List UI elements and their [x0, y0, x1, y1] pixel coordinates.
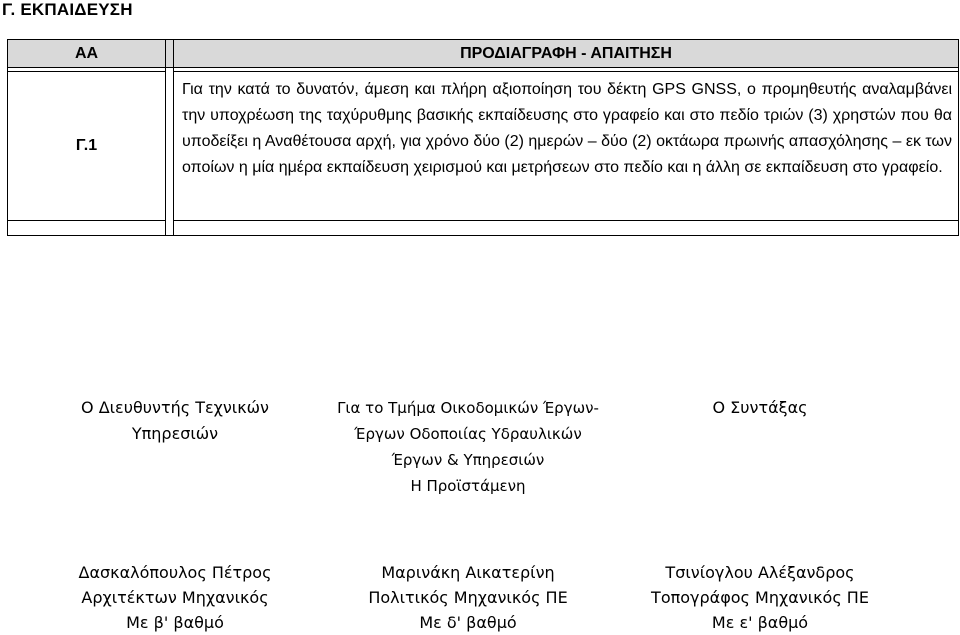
department-grade: Με δ' βαθμό	[419, 613, 517, 632]
author-signatory	[650, 395, 870, 421]
row-description: Για την κατά το δυνατόν, άμεση και πλήρη αξιοποίηση του δέκτη GPS GNSS, ο προμηθευτής αναλαμβάνει την υποχρέωση της ταχύρυθμης βασικής εκπαίδευσης στο γραφείο και στο πεδίο τριών (3) χρηστών που θα υποδείξει η Αναθέτουσα αρχή, για χρόνο δύο (2) ημερών – δύο (2) οκτάωρα πρωινής απασχόλησης – εκ των οποίων η μία ημέρα εκπαίδευση χειρισμού και μετρήσεων στο πεδίο και η άλλη σε εκπαίδευση στο γραφείο.	[174, 72, 959, 221]
director-name: Δασκαλόπουλος Πέτρος	[78, 563, 272, 582]
header-spec: ΠΡΟΔΙΑΓΡΑΦΗ - ΑΠΑΙΤΗΣΗ	[174, 40, 959, 68]
table-row	[8, 72, 959, 221]
director-grade: Με β' βαθμό	[126, 613, 224, 632]
author-name-block	[620, 560, 900, 635]
section-title: Γ. ΕΚΠΑΙΔΕΥΣΗ	[2, 0, 133, 19]
director-role-line2: Υπηρεσιών	[131, 424, 219, 443]
header-gap	[166, 40, 174, 68]
author-name: Τσινίογλου Αλέξανδρος	[665, 563, 855, 582]
department-name: Μαρινάκη Αικατερίνη	[381, 563, 555, 582]
department-role-line1: Για το Τμήμα Οικοδομικών Έργων-	[337, 399, 599, 417]
department-role-line3: Έργων & Υπηρεσιών	[391, 451, 545, 469]
director-role-line1: Ο Διευθυντής Τεχνικών	[81, 398, 269, 417]
director-title: Αρχιτέκτων Μηχανικός	[81, 588, 269, 607]
author-role-line1: Ο Συντάξας	[712, 398, 808, 417]
director-signatory	[60, 395, 290, 447]
department-signatory	[318, 395, 618, 499]
department-title: Πολιτικός Μηχανικός ΠΕ	[368, 588, 568, 607]
director-name-block	[50, 560, 300, 635]
table-header-row	[8, 40, 959, 68]
signatories	[0, 395, 960, 505]
specification-table	[7, 39, 959, 236]
row-code: Γ.1	[8, 72, 166, 221]
header-aa: ΑΑ	[8, 40, 166, 68]
empty-row	[8, 221, 959, 236]
department-name-block	[318, 560, 618, 635]
author-grade: Με ε' βαθμό	[711, 613, 809, 632]
department-role-line4: Η Προϊστάμενη	[410, 477, 526, 495]
department-role-line2: Έργων Οδοποιίας Υδραυλικών	[354, 425, 582, 443]
author-title: Τοπογράφος Μηχανικός ΠΕ	[651, 588, 869, 607]
